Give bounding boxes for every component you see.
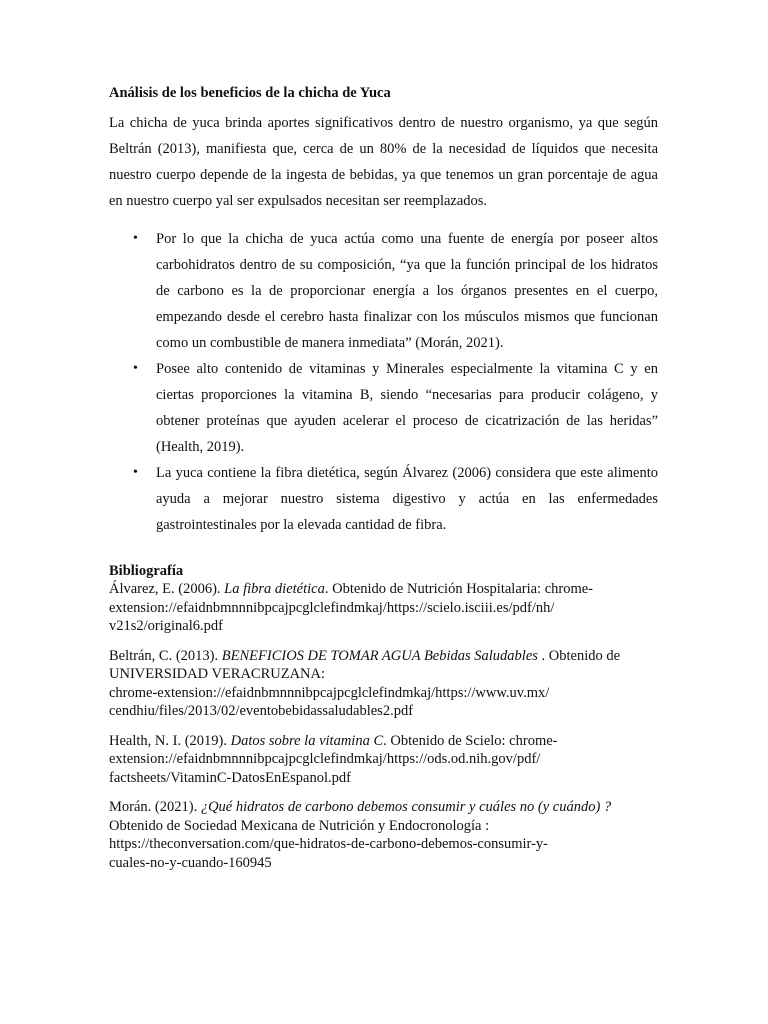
bullet-icon: •	[133, 231, 138, 246]
article-title: Análisis de los beneficios de la chicha de Yuca	[109, 85, 391, 101]
bullet-icon: •	[133, 361, 138, 376]
entry-title: La fibra dietética	[224, 581, 325, 597]
list-item-text: La yuca contiene la fibra dietética, según Álvarez (2006) considera que este alimento ayuda a mejorar nuestro sistema digestivo y actúa en las enfermedades gastrointestinales por la elevada cantidad de fibra.	[156, 465, 658, 533]
entry-line: chrome-extension://efaidnbmnnnibpcajpcglclefindmkaj/https://www.uv.mx/	[109, 684, 550, 701]
entry-line: cuales-no-y-cuando-160945	[109, 854, 272, 871]
entry-author: Álvarez, E. (2006).	[109, 581, 225, 597]
benefits-list	[109, 226, 658, 538]
entry-line: cendhiu/files/2013/02/eventobebidassaludables2.pdf	[109, 703, 414, 719]
entry-author: Beltrán, C. (2013).	[109, 647, 222, 664]
bibliography-entry	[109, 647, 669, 721]
bibliography-entry	[109, 580, 669, 636]
entry-title: Datos sobre la vitamina C	[230, 732, 384, 749]
bullet-icon: •	[133, 465, 138, 480]
entry-line: extension://efaidnbmnnnibpcajpcglclefindmkaj/https://ods.od.nih.gov/pdf/	[109, 751, 541, 767]
entry-line: factsheets/VitaminC-DatosEnEspanol.pdf	[109, 769, 351, 786]
list-item	[109, 226, 658, 356]
intro-paragraph: La chicha de yuca brinda aportes significativos dentro de nuestro organismo, ya que según Beltrán (2013), manifiesta que, cerca de un 80% de la necesidad de líquidos que necesita nuestro cuerpo depende de la ingesta de bebidas, ya que tenemos un gran porcentaje de agua en nuestro cuerpo yal ser expulsados necesitan ser reemplazados.	[109, 115, 658, 209]
entry-author: Morán. (2021).	[109, 799, 201, 815]
entry-title: BENEFICIOS DE TOMAR AGUA Bebidas Saludables	[221, 647, 542, 664]
entry-line: Obtenido de Sociedad Mexicana de Nutrición y Endocronología :	[109, 817, 490, 834]
bibliography-entry	[109, 798, 669, 872]
entry-source: . Obtenido de Nutrición Hospitalaria: chrome-	[324, 581, 594, 597]
bibliography-entry	[109, 732, 669, 788]
entry-title: ¿Qué hidratos de carbono debemos consumir y cuáles no (y cuándo) ?	[200, 799, 612, 815]
list-item	[109, 460, 658, 538]
entry-line: v21s2/original6.pdf	[109, 618, 223, 634]
entry-line: extension://efaidnbmnnnibpcajpcglclefindmkaj/https://scielo.isciii.es/pdf/nh/	[109, 599, 555, 616]
entry-line: UNIVERSIDAD VERACRUZANA:	[109, 666, 326, 682]
entry-source: . Obtenido de Scielo: chrome-	[383, 732, 558, 749]
list-item-text: Por lo que la chicha de yuca actúa como una fuente de energía por poseer altos carbohidratos dentro de su composición, “ya que la función principal de los hidratos de carbono es la de proporcionar energía a los órganos presentes en el cuerpo, empezando desde el cerebro hasta finalizar con los músculos mismos que funcionan como un combustible de manera inmediata” (Morán, 2021).	[156, 231, 658, 351]
list-item	[109, 356, 658, 460]
list-item-text: Posee alto contenido de vitaminas y Minerales especialmente la vitamina C y en ciertas proporciones la vitamina B, siendo “necesarias para producir colágeno, y obtener proteínas que ayuden acelerar el proceso de cicatrización de las heridas” (Health, 2019).	[156, 361, 658, 455]
entry-line: https://theconversation.com/que-hidratos-de-carbono-debemos-consumir-y-	[109, 836, 549, 852]
entry-source: . Obtenido de	[541, 647, 621, 664]
article-body	[109, 84, 658, 538]
entry-author: Health, N. I. (2019).	[109, 732, 231, 749]
bibliography-heading: Bibliografía	[109, 563, 184, 579]
bibliography-section	[109, 562, 669, 883]
